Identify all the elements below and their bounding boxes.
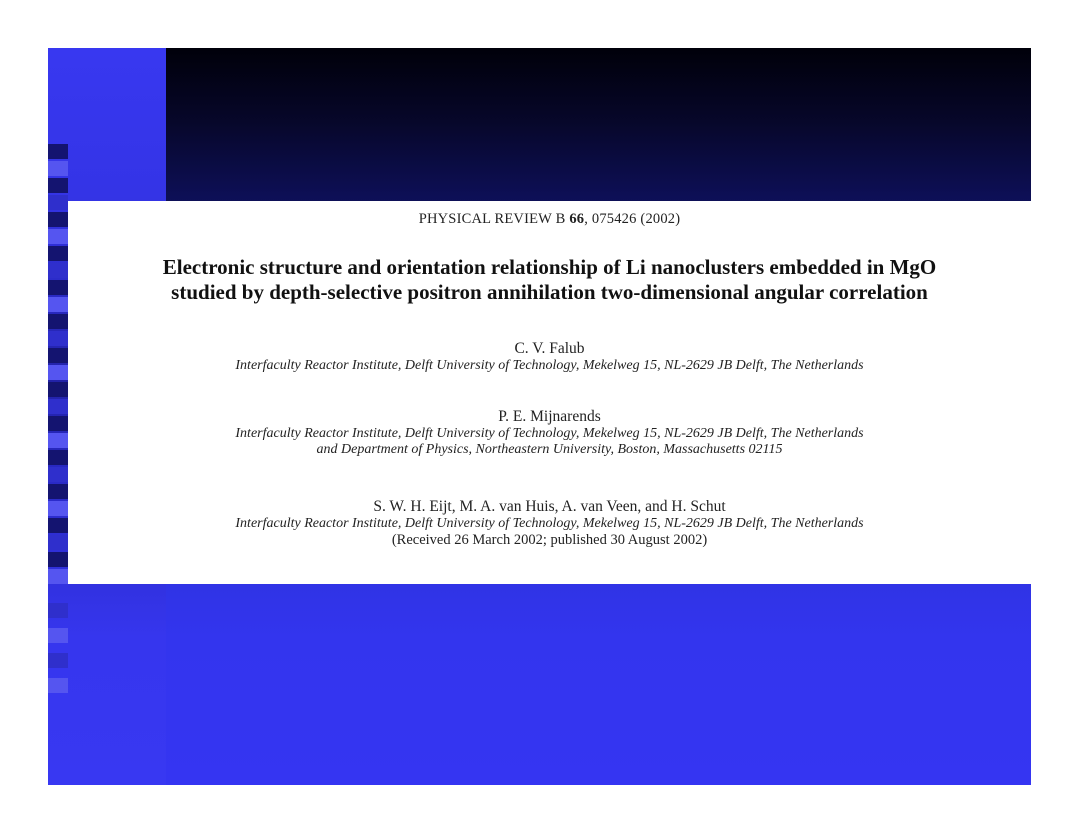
decorative-square xyxy=(48,552,68,567)
decorative-square xyxy=(48,433,68,448)
decorative-square xyxy=(48,501,68,516)
decorative-square xyxy=(48,297,68,312)
decorative-square xyxy=(48,161,68,176)
decorative-square xyxy=(48,314,68,329)
author-name: S. W. H. Eijt, M. A. van Huis, A. van Veen, and H. Schut xyxy=(373,498,726,515)
decorative-square xyxy=(48,178,68,193)
author-block-1 xyxy=(68,340,1031,374)
decorative-square xyxy=(48,518,68,533)
journal-citation xyxy=(68,211,1031,228)
decorative-square xyxy=(48,467,68,482)
decorative-square xyxy=(48,263,68,278)
decorative-square xyxy=(48,399,68,414)
decorative-square xyxy=(48,212,68,227)
author-name: C. V. Falub xyxy=(514,340,585,357)
paper-title xyxy=(68,255,1031,305)
author-block-3 xyxy=(68,498,1031,549)
decorative-square xyxy=(48,144,68,159)
title-line-1: Electronic structure and orientation relationship of Li nanoclusters embedded in MgO xyxy=(162,255,937,279)
decorative-square xyxy=(48,365,68,380)
decorative-square xyxy=(48,195,68,210)
decorative-square xyxy=(48,246,68,261)
decorative-square xyxy=(48,628,68,643)
article-number-year: , 075426 (2002) xyxy=(584,211,681,227)
author-affiliation: Interfaculty Reactor Institute, Delft University of Technology, Mekelweg 15, NL-2629 JB Delft, The Netherlands xyxy=(235,358,864,373)
journal-name: PHYSICAL REVIEW B xyxy=(418,211,566,227)
decorative-square xyxy=(48,280,68,295)
decorative-square xyxy=(48,535,68,550)
received-dates: (Received 26 March 2002; published 30 August 2002) xyxy=(391,532,708,548)
journal-volume: 66 xyxy=(569,211,585,227)
decorative-square xyxy=(48,450,68,465)
author-block-2 xyxy=(68,408,1031,458)
title-line-2: studied by depth-selective positron annihilation two-dimensional angular correlation xyxy=(171,280,928,304)
decorative-square xyxy=(48,603,68,618)
author-affiliation: Interfaculty Reactor Institute, Delft University of Technology, Mekelweg 15, NL-2629 JB Delft, The Netherlands xyxy=(235,516,864,531)
decorative-square xyxy=(48,331,68,346)
decorative-square xyxy=(48,348,68,363)
decorative-square xyxy=(48,569,68,584)
decorative-square xyxy=(48,653,68,668)
author-affiliation: Interfaculty Reactor Institute, Delft University of Technology, Mekelweg 15, NL-2629 JB Delft, The Netherlands xyxy=(235,426,864,441)
decorative-square xyxy=(48,484,68,499)
decorative-square xyxy=(48,229,68,244)
author-name: P. E. Mijnarends xyxy=(498,408,601,425)
decorative-square xyxy=(48,382,68,397)
decorative-square xyxy=(48,416,68,431)
author-affiliation: and Department of Physics, Northeastern University, Boston, Massachusetts 02115 xyxy=(316,442,783,457)
decorative-square xyxy=(48,678,68,693)
paper-header-image xyxy=(68,201,1031,584)
slide xyxy=(48,48,1031,785)
